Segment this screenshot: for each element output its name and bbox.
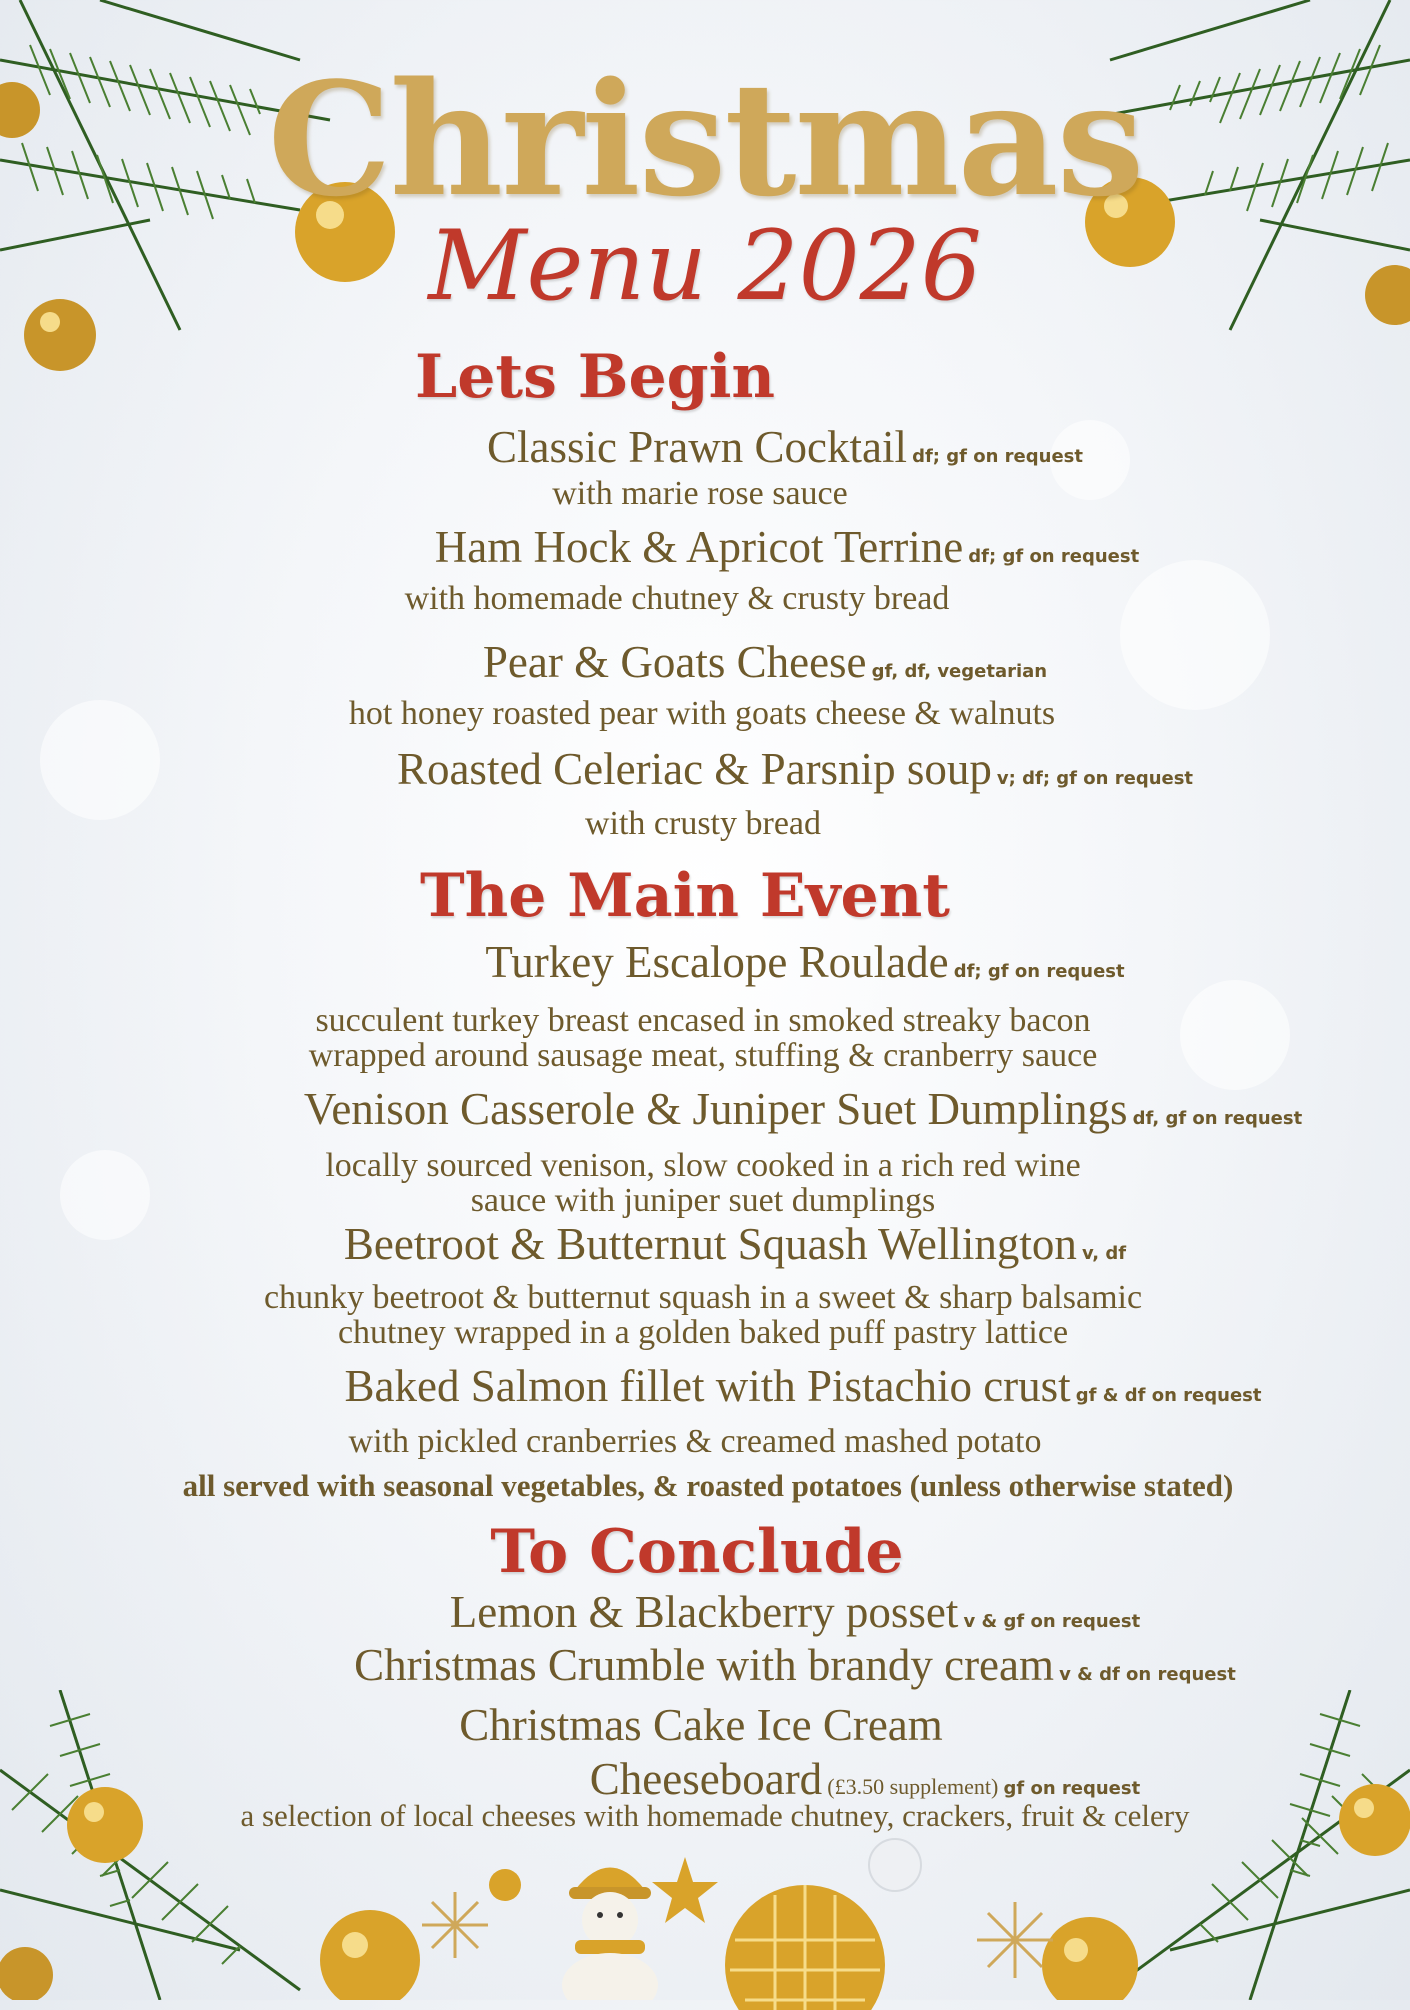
dish-description: chutney wrapped in a golden baked puff pastry lattice	[337, 1314, 1069, 1351]
dietary-tag: v, df	[1082, 1243, 1127, 1264]
dietary-tag: df; gf on request	[968, 546, 1140, 567]
dish-pear-goats-cheese	[60, 637, 1410, 687]
section-heading-starters: Lets Begin	[415, 342, 775, 412]
dish-lemon-posset	[90, 1587, 1410, 1637]
dish-description: chunky beetroot & butternut squash in a sweet & sharp balsamic	[263, 1279, 1143, 1316]
dietary-tag: gf, df, vegetarian	[871, 661, 1048, 682]
bauble-icon	[715, 1880, 895, 2010]
snowflake-icon	[975, 1900, 1055, 1980]
dish-description: with crusty bread	[584, 805, 822, 842]
dish-name: Beetroot & Butternut Squash Wellington	[343, 1219, 1077, 1269]
dietary-tag: gf & df on request	[1075, 1385, 1262, 1406]
dish-description: succulent turkey breast encased in smoked streaky bacon	[315, 1002, 1091, 1039]
dish-baked-salmon	[98, 1361, 1410, 1411]
menu-title: Christmas	[267, 48, 1143, 231]
dish-name: Baked Salmon fillet with Pistachio crust	[344, 1361, 1071, 1411]
dish-ham-hock-terrine	[82, 522, 1410, 572]
dish-christmas-cake-ice-cream: Christmas Cake Ice Cream	[459, 1700, 943, 1750]
menu-subtitle: Menu 2026	[428, 210, 982, 322]
dish-name: Pear & Goats Cheese	[482, 637, 867, 687]
dish-name: Lemon & Blackberry posset	[449, 1587, 959, 1637]
dish-wellington	[30, 1219, 1410, 1269]
dish-name: Roasted Celeriac & Parsnip soup	[396, 744, 992, 794]
dish-name: Ham Hock & Apricot Terrine	[434, 522, 964, 572]
section-heading-desserts: To Conclude	[490, 1517, 904, 1587]
section-heading-mains: The Main Event	[419, 861, 951, 931]
dish-christmas-crumble	[90, 1640, 1410, 1690]
dish-name: Cheeseboard	[589, 1754, 823, 1804]
dish-name: Christmas Crumble with brandy cream	[354, 1640, 1055, 1690]
dietary-tag: v & df on request	[1059, 1664, 1236, 1685]
dish-prawn-cocktail	[80, 422, 1410, 472]
snowflake-icon	[420, 1890, 490, 1960]
dietary-tag: v & gf on request	[963, 1611, 1141, 1632]
dish-description: hot honey roasted pear with goats cheese & walnuts	[348, 695, 1056, 732]
dietary-tag: df; gf on request	[912, 446, 1083, 467]
dish-name: Classic Prawn Cocktail	[487, 422, 907, 472]
snowman-icon	[545, 1845, 675, 2000]
dietary-tag: df, gf on request	[1132, 1108, 1303, 1129]
dish-name: Venison Casserole & Juniper Suet Dumplings	[303, 1084, 1128, 1134]
dish-description: with pickled cranberries & creamed mashed potato	[348, 1423, 1042, 1460]
dish-turkey-roulade	[100, 937, 1410, 987]
dish-cheeseboard	[160, 1754, 1410, 1804]
supplement-price: (£3.50 supplement)	[827, 1774, 999, 1799]
dish-venison-casserole	[98, 1084, 1410, 1134]
dish-description: a selection of local cheeses with homemade chutney, crackers, fruit & celery	[240, 1798, 1190, 1833]
dish-description: sauce with juniper suet dumplings	[470, 1182, 936, 1219]
dish-description: with marie rose sauce	[552, 475, 848, 512]
dish-description: with homemade chutney & crusty bread	[404, 580, 950, 617]
dish-description: wrapped around sausage meat, stuffing & cranberry sauce	[308, 1037, 1098, 1074]
dietary-tag: gf on request	[1003, 1778, 1141, 1799]
mains-note: all served with seasonal vegetables, & roasted potatoes (unless otherwise stated)	[182, 1468, 1234, 1503]
dish-name: Turkey Escalope Roulade	[485, 937, 949, 987]
dish-description: locally sourced venison, slow cooked in a rich red wine	[325, 1147, 1081, 1184]
bauble-icon	[485, 1865, 525, 1905]
dish-celeriac-soup	[90, 744, 1410, 794]
dietary-tag: df; gf on request	[953, 961, 1125, 982]
bauble-icon	[865, 1835, 925, 1895]
dietary-tag: v; df; gf on request	[996, 768, 1194, 789]
